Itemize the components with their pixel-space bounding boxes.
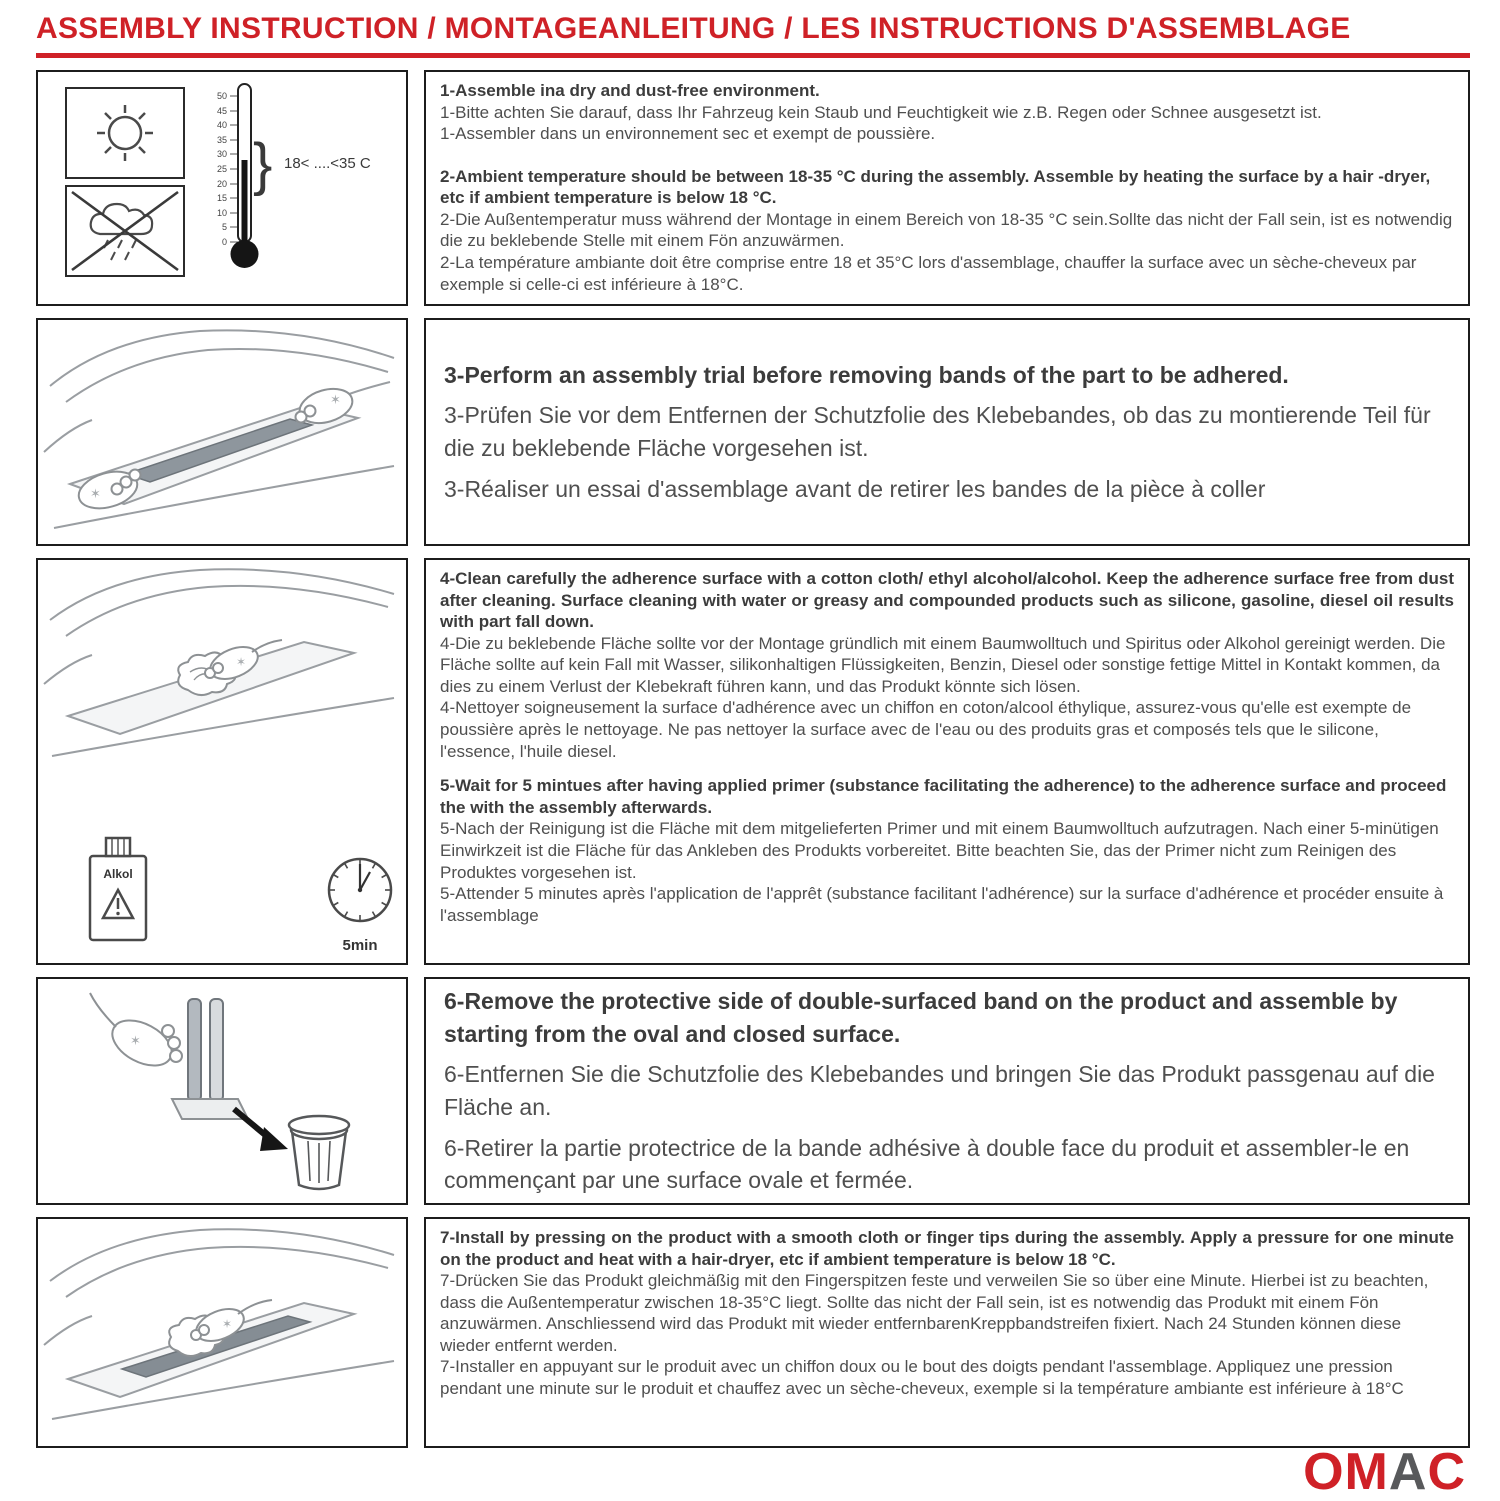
steps-4-5-text-box: [424, 558, 1470, 965]
cleaning-illustration: [38, 560, 406, 963]
svg-text:10: 10: [216, 208, 227, 218]
title-underline: [36, 53, 1470, 58]
section-step-6: [36, 977, 1470, 1205]
page-title: ASSEMBLY INSTRUCTION / MONTAGEANLEITUNG / LES INSTRUCTIONS D'ASSEMBLAGE: [36, 12, 1351, 45]
environment-temperature-illustration: [38, 72, 406, 304]
step-7-illustration-box: [36, 1217, 408, 1448]
svg-text:20: 20: [216, 179, 227, 189]
svg-text:30: 30: [216, 149, 227, 159]
step-6-illustration-box: [36, 977, 408, 1205]
left-glove-star: ✶: [90, 486, 101, 501]
svg-text:35: 35: [216, 135, 227, 145]
section-steps-4-5: [36, 558, 1470, 965]
svg-text:5: 5: [221, 222, 227, 232]
svg-text:0: 0: [221, 237, 227, 247]
section-steps-1-2: [36, 70, 1470, 306]
step7-fr-text: 7-Installer en appuyant sur le produit avec un chiffon doux ou le bout des doigts pendant l'assemblage. Appliquez une pression pendant une minute sur le produit et chauffez avec un sèche-cheveux, exemple si la température ambiante est inférieure à 18°C: [440, 1357, 1404, 1399]
glove-star: ✶: [130, 1033, 141, 1048]
press-install-illustration: [38, 1219, 406, 1446]
omac-logo-om: OM: [1303, 1443, 1389, 1501]
omac-logo-a: A: [1388, 1443, 1428, 1501]
step-6-text-box: [424, 977, 1470, 1205]
step4-en-text: 4-Clean carefully the adherence surface with a cotton cloth/ ethyl alcohol/alcohol. Keep the adherence surface free from dust after cleaning. Surface cleaning with water or greasy and compounded products such as silicone, gasoline, diesel oil results with part fall down.: [440, 569, 1454, 632]
steps-1-2-text-box: [424, 70, 1470, 306]
arrow-icon: [234, 1109, 288, 1151]
glove-star: ✶: [236, 655, 247, 669]
remove-band-illustration: [38, 979, 406, 1203]
left-hand: [74, 465, 141, 514]
temperature-range-label: 18< ....<35 C: [284, 155, 371, 172]
step6-de-text: 6-Entfernen Sie die Schutzfolie des Klebebandes und bringen Sie das Produkt passgenau auf die Fläche an.: [444, 1061, 1435, 1120]
step3-en-text: 3-Perform an assembly trial before removing bands of the part to be adhered.: [444, 361, 1289, 388]
clock-label: 5min: [342, 937, 378, 954]
step4-de-text: 4-Die zu beklebende Fläche sollte vor der Montage gründlich mit einem Baumwolltuch und Spiritus oder Alkohol gereinigt werden. Die Fläche sollte auf kein Fall mit Wasser, silikonhaltigen Flüssigkeiten, Benzin, Diesel oder sonstige fettige Mittel in Kontakt kommen, da dies zu einem Verlust der Klebekraft führen kann, und das Produkt könnte sich lösen.: [440, 633, 1446, 696]
step4-fr-text: 4-Nettoyer soigneusement la surface d'adhérence avec un chiffon en coton/alcool éthylique, assurez-vous qu'elle est exempte de poussière après le nettoyage. Ne pas nettoyer la surface avec de l'eau ou des produits gras et composés tels que le silicone, l'essence, l'huile diesel.: [440, 698, 1412, 761]
svg-text:25: 25: [216, 164, 227, 174]
step5-fr-text: 5-Attender 5 minutes après l'application de l'apprêt (substance facilitant l'adhérence) sur la surface d'adhérence et procéder ensuite à l'assemblage: [440, 884, 1444, 925]
step5-en-text: 5-Wait for 5 mintues after having applied primer (substance facilitating the adherence) to the adherence surface and proceed the with the assembly afterwards.: [440, 776, 1447, 817]
steps-1-2-illustration-box: [36, 70, 408, 306]
step5-de-text: 5-Nach der Reinigung ist die Fläche mit dem mitgelieferten Primer und mit einem Baumwolltuch aufzutragen. Nach einer 5-minütigen Einwirkzeit ist die Fläche für das Ankleben des Produkts vorbereitet. Bitte beachten Sie, das der Primer nicht zum Reinigen des Produktes vorgesehen ist.: [440, 819, 1439, 882]
step-3-text-box: [424, 318, 1470, 546]
step1-en-text: 1-Assemble ina dry and dust-free environment.: [440, 81, 820, 100]
sun-icon: [66, 88, 184, 178]
step-3-illustration-box: [36, 318, 408, 546]
alcohol-bottle-label: Alkol: [103, 867, 133, 881]
svg-text:50: 50: [216, 91, 227, 101]
steps-4-5-illustration-box: [36, 558, 408, 965]
right-glove-star: ✶: [330, 392, 341, 407]
protective-bands: [188, 999, 223, 1101]
step7-de-text: 7-Drücken Sie das Produkt gleichmäßig mit den Fingerspitzen feste und verweilen Sie so über eine Minute. Hierbei ist zu beachten, dass die Außentemperatur zwischen 18-35°C liegt. Sollte das nicht der Fall sein, ist es notwendig das Produkt mit einem Fön anzuwärmen. Anschliessend wird das Produkt mit wieder entfernbarenKreppbandstreifen fixiert. Nach 24 Stunden können diese wieder entfernt werden.: [440, 1271, 1429, 1355]
step2-fr-text: 2-La température ambiante doit être comprise entre 18 et 35°C lors d'assemblage, chauffer la surface avec un sèche-cheveux par exemple si celle-ci est inférieure à 18°C.: [440, 253, 1417, 294]
glove-star: ✶: [222, 1317, 233, 1331]
omac-logo: [1303, 1443, 1466, 1501]
step-7-text-box: [424, 1217, 1470, 1448]
spacer: [440, 145, 1454, 166]
thermometer-brace: }: [253, 132, 273, 197]
assembly-trial-illustration: [38, 320, 406, 544]
clock-icon: [329, 859, 391, 921]
step7-en-text: 7-Install by pressing on the product with a smooth cloth or finger tips during the assembly. Apply a pressure for one minute on the product and heat with a hair-dryer, etc if ambient temperature is below 18 °C.: [440, 1228, 1454, 1269]
step1-fr-text: 1-Assembler dans un environnement sec et exempt de poussière.: [440, 124, 936, 144]
step6-en-text: 6-Remove the protective side of double-surfaced band on the product and assemble by starting from the oval and closed surface.: [444, 988, 1398, 1047]
step6-fr-text: 6-Retirer la partie protectrice de la bande adhésive à double face du produit et assembler-le en commençant par une surface ovale et fermée.: [444, 1134, 1410, 1194]
section-step-7: [36, 1217, 1470, 1448]
sill-plate-product: [126, 419, 312, 482]
step3-fr-text: 3-Réaliser un essai d'assemblage avant de retirer les bandes de la pièce à coller: [444, 475, 1266, 502]
section-step-3: [36, 318, 1470, 546]
step2-en-text: 2-Ambient temperature should be between 18-35 °C during the assembly. Assemble by heating the surface by a hair -dryer, etc if ambient temperature is below 18 °C.: [440, 166, 1431, 208]
spacer: [440, 762, 1454, 775]
step3-de-text: 3-Prüfen Sie vor dem Entfernen der Schutzfolie des Klebebandes, ob das zu montierende Teil für die zu beklebende Fläche vorgesehen ist.: [444, 402, 1431, 461]
trash-can-icon: [289, 1116, 349, 1189]
step2-de-text: 2-Die Außentemperatur muss während der Montage in einem Bereich von 18-35 °C sein.Sollte das nicht der Fall sein, ist es notwendig die zu beklebende Stelle mit einem Fön anzuwärmen.: [440, 209, 1453, 251]
svg-text:40: 40: [216, 120, 227, 130]
omac-logo-c: C: [1427, 1443, 1466, 1501]
svg-text:45: 45: [216, 106, 227, 116]
svg-text:15: 15: [216, 193, 227, 203]
step1-de-text: 1-Bitte achten Sie darauf, dass Ihr Fahrzeug kein Staub und Feuchtigkeit wie z.B. Regen oder Schnee ausgesetzt ist.: [440, 102, 1322, 122]
no-rain-icon: [66, 186, 184, 276]
alcohol-bottle-icon: [90, 838, 146, 940]
